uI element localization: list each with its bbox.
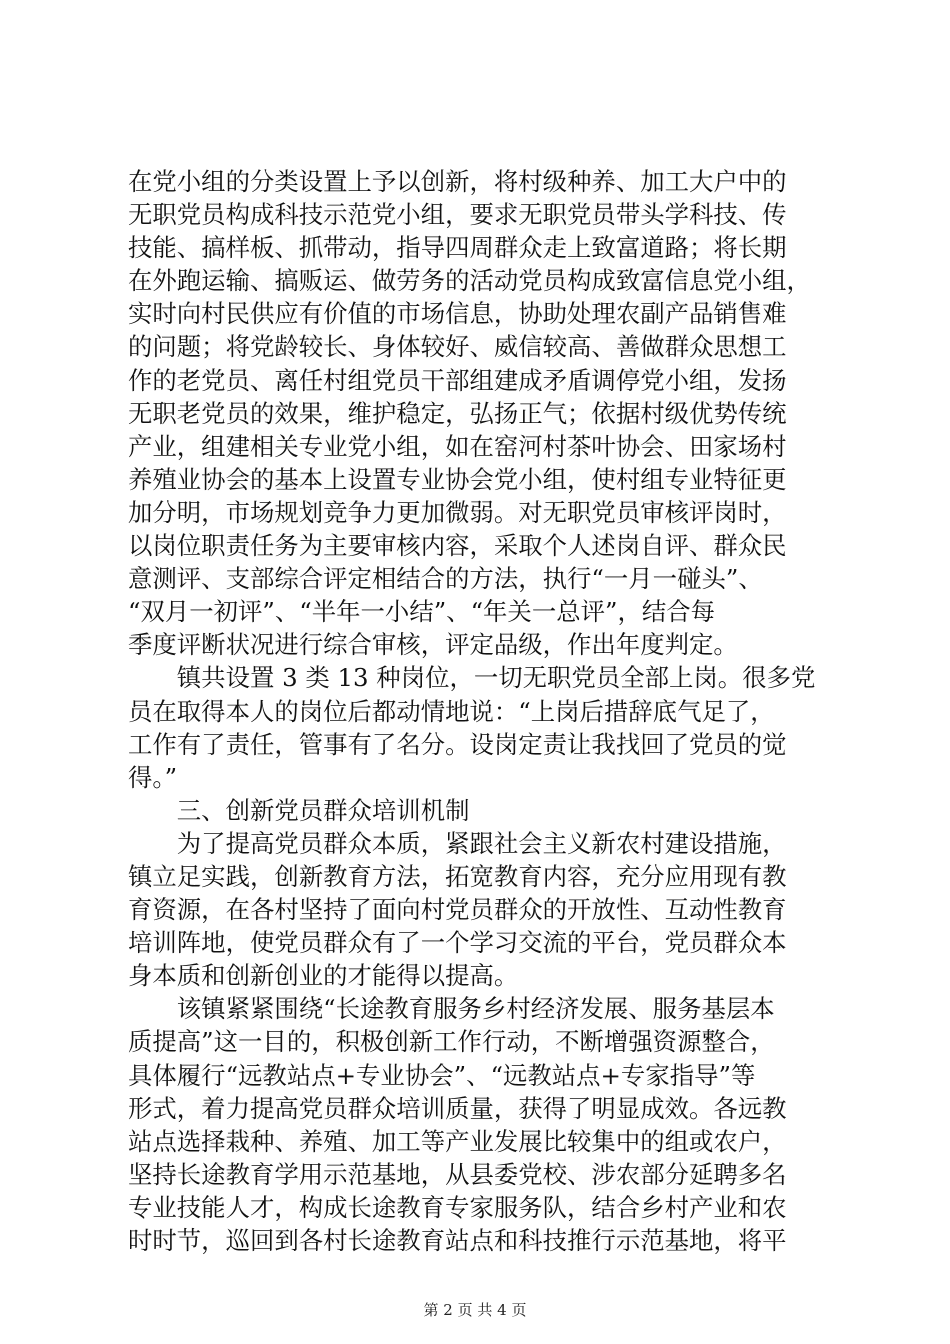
text-line: 形式，着力提高党员群众培训质量，获得了明显成效。各远教 — [128, 1093, 787, 1123]
text-line: 工作有了责任，管事有了名分。设岗定责让我找回了党员的觉 — [128, 729, 787, 759]
text-line: 该镇紧紧围绕“长途教育服务乡村经济发展、服务基层本 — [128, 994, 775, 1024]
text-line: 无职党员构成科技示范党小组，要求无职党员带头学科技、传 — [128, 200, 787, 230]
text-line: 产业，组建相关专业党小组，如在窑河村茶叶协会、田家场村 — [128, 431, 787, 461]
text-line: 坚持长途教育学用示范基地，从县委党校、涉农部分延聘多名 — [128, 1159, 787, 1189]
text-line: 时时节，巡回到各村长途教育站点和科技推行示范基地，将平 — [128, 1226, 787, 1255]
text-line: 具体履行“远教站点+专业协会”、“远教站点+专家指导”等 — [128, 1060, 756, 1090]
page-footer — [0, 1300, 950, 1320]
text-line: 站点选择栽种、养殖、加工等产业发展比较集中的组或农户， — [128, 1126, 787, 1156]
text-line: 育资源，在各村坚持了面向村党员群众的开放性、互动性教育 — [128, 895, 787, 925]
text-line: 在外跑运输、搞贩运、做劳务的活动党员构成致富信息党小组， — [128, 266, 811, 296]
text-line: “双月一初评”、“半年一小结”、“年关一总评”，结合每 — [128, 597, 716, 627]
text-line: 加分明，市场规划竞争力更加微弱。对无职党员审核评岗时， — [128, 497, 787, 527]
text-line: 质提高”这一目的，积极创新工作行动，不断增强资源整合， — [128, 1027, 775, 1057]
text-line: 的问题；将党龄较长、身体较好、威信较高、善做群众思想工 — [128, 332, 787, 362]
text-line: 无职老党员的效果，维护稳定，弘扬正气；依据村级优势传统 — [128, 398, 787, 428]
text-line: 季度评断状况进行综合审核，评定品级，作出年度判定。 — [128, 630, 738, 660]
text-line: 培训阵地，使党员群众有了一个学习交流的平台，党员群众本 — [128, 928, 787, 958]
text-line: 技能、搞样板、抓带动，指导四周群众走上致富道路；将长期 — [128, 233, 787, 263]
text-line: 为了提高党员群众本质，紧跟社会主义新农村建设措施， — [128, 828, 787, 858]
text-line: 实时向村民供应有价值的市场信息，协助处理农副产品销售难 — [128, 299, 787, 329]
text-line: 得。” — [128, 762, 178, 792]
body-text — [128, 165, 828, 1257]
text-line: 镇立足实践，创新教育方法，拓宽教育内容，充分应用现有教 — [128, 861, 787, 891]
text-line: 专业技能人才，构成长途教育专家服务队，结合乡村产业和农 — [128, 1192, 787, 1222]
page-number: 第 2 页 共 4 页 — [423, 1301, 527, 1319]
text-line: 意测评、支部综合评定相结合的方法，执行“一月一碰头”、 — [128, 564, 763, 594]
text-line: 以岗位职责任务为主要审核内容，采取个人述岗自评、群众民 — [128, 531, 787, 561]
text-line: 养殖业协会的基本上设置专业协会党小组，使村组专业特征更 — [128, 464, 787, 494]
text-line: 员在取得本人的岗位后都动情地说：“上岗后措辞底气足了， — [128, 696, 775, 726]
text-line: 作的老党员、离任村组党员干部组建成矛盾调停党小组，发扬 — [128, 365, 787, 395]
text-line: 镇共设置 3 类 13 种岗位，一切无职党员全部上岗。很多党 — [128, 663, 816, 693]
text-line: 在党小组的分类设置上予以创新，将村级种养、加工大户中的 — [128, 167, 787, 196]
section-heading: 三、创新党员群众培训机制 — [128, 795, 470, 825]
text-line: 身本质和创新创业的才能得以提高。 — [128, 961, 519, 991]
